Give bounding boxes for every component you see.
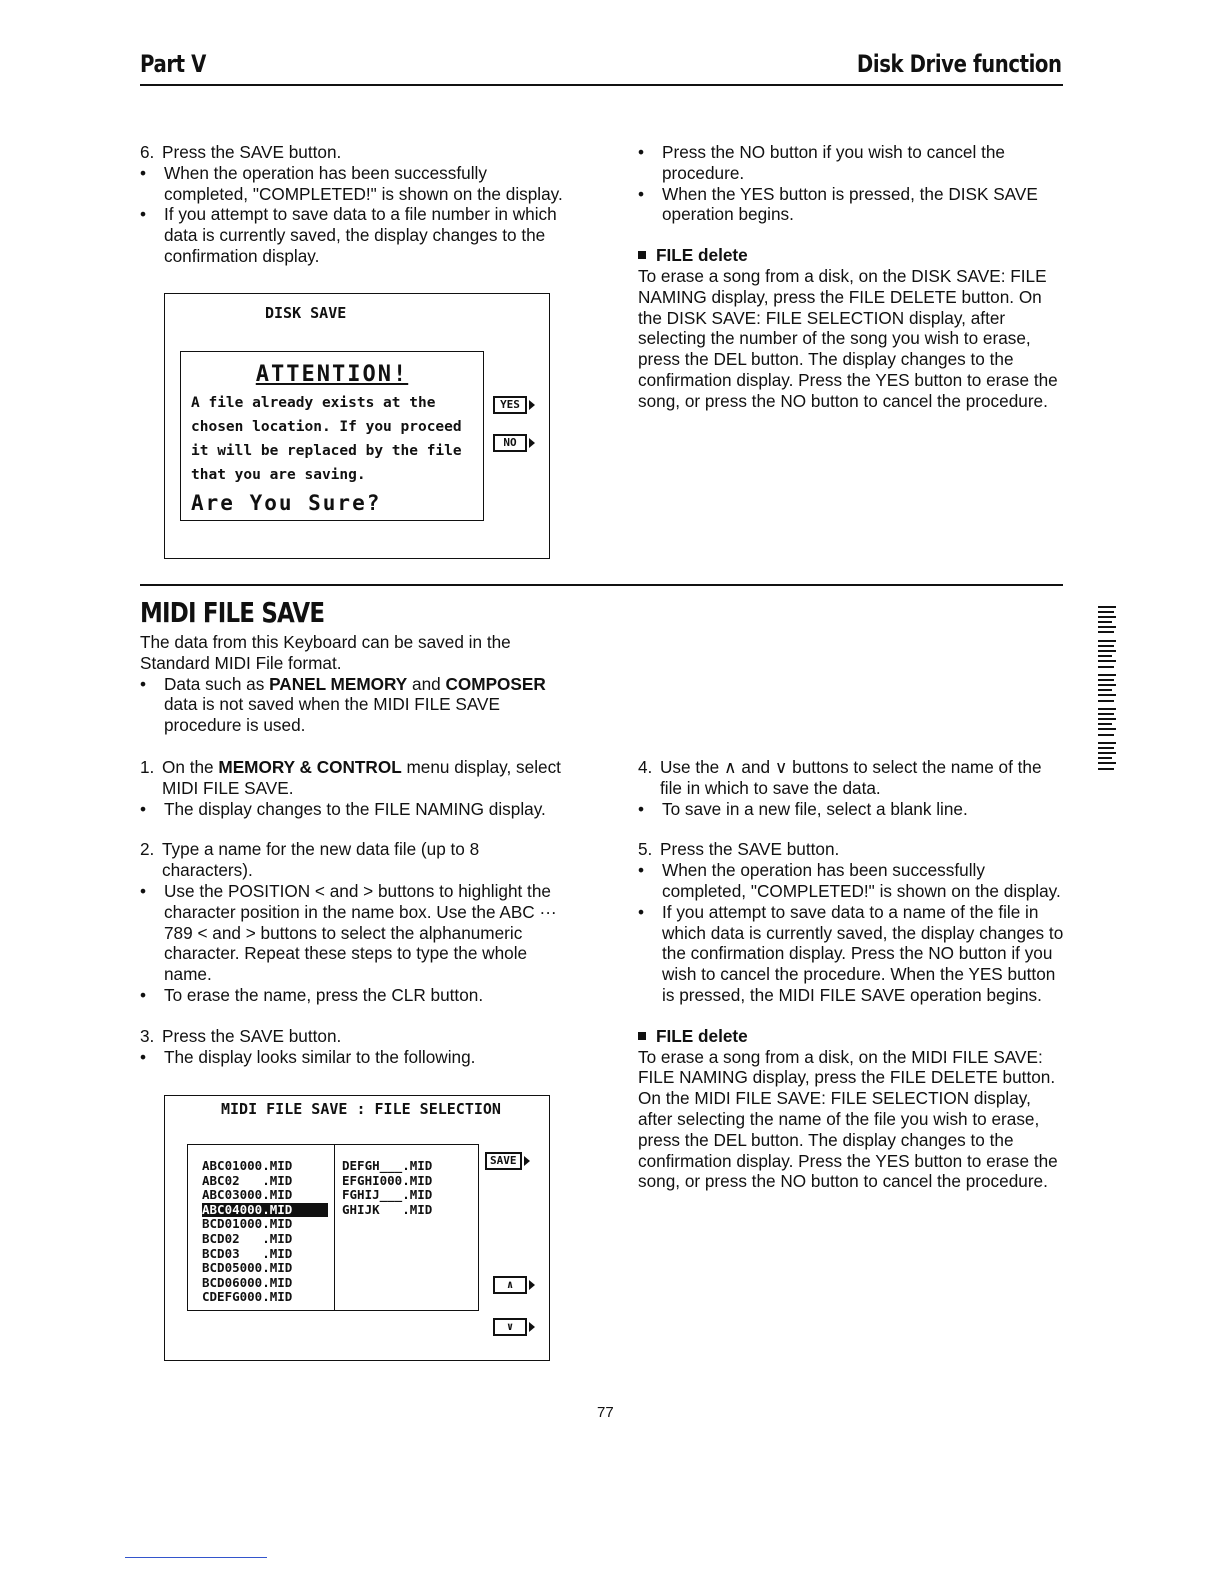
list-item: • When the operation has been successfully completed, "COMPLETED!" is shown on the display. (638, 860, 1061, 901)
arrow-right-icon (529, 1322, 535, 1332)
list-item[interactable]: ABC01000.MID (202, 1158, 293, 1173)
display-title: DISK SAVE (265, 304, 347, 322)
arrow-right-icon (529, 1280, 535, 1290)
no-button[interactable]: NO (493, 434, 535, 452)
list-item: • To save in a new file, select a blank line. (638, 798, 968, 819)
top-left-column (140, 142, 570, 267)
list-item[interactable]: BCD01000.MID (202, 1216, 293, 1232)
yes-button[interactable]: YES (493, 396, 535, 414)
attention-dialog (180, 351, 484, 521)
attention-message: A file already exists at the chosen location. If you proceed it will be replaced by the file that you are saving. (191, 395, 462, 483)
file-list (187, 1144, 479, 1311)
list-item[interactable]: BCD06000.MID (202, 1274, 293, 1290)
step-3: 3. Press the SAVE button. (140, 1025, 342, 1046)
square-bullet-icon (638, 1032, 646, 1040)
chevron-down-icon: ∨ (493, 1318, 527, 1336)
chevron-up-icon: ∧ (493, 1276, 527, 1294)
attention-heading: ATTENTION! (255, 362, 409, 387)
top-right-column (638, 142, 1064, 412)
file-delete-heading: FILE delete (638, 245, 1064, 266)
list-item[interactable]: GHIJK .MID (342, 1201, 433, 1217)
file-delete-text: To erase a song from a disk, on the DISK SAVE: FILE NAMING display, press the FILE DELETE button. On the DISK SAVE: FILE SELECTION display, after selecting the number of the song you wish to erase, press the DEL button. The display changes to the confirmation display. Press the YES button to erase the song, or press the NO button to cancel the procedure. (638, 265, 1058, 411)
list-item: • The display looks similar to the following. (140, 1046, 476, 1067)
step-6: 6. Press the SAVE button. (140, 142, 342, 162)
arrow-right-icon (529, 400, 535, 410)
list-item[interactable]: BCD03 .MID (202, 1245, 293, 1261)
section-rule (140, 584, 1063, 586)
square-bullet-icon (638, 251, 646, 259)
disk-save-display (164, 293, 550, 559)
list-item: • Data such as PANEL MEMORY and COMPOSER data is not saved when the MIDI FILE SAVE procedure is used. (140, 673, 546, 736)
header-section: Disk Drive function (857, 50, 1062, 78)
page-number: 77 (597, 1404, 614, 1421)
list-item: • The display changes to the FILE NAMING display. (140, 798, 546, 819)
display-title: MIDI FILE SAVE : FILE SELECTION (221, 1100, 501, 1118)
edge-index-marks (1098, 606, 1122, 776)
arrow-right-icon (524, 1156, 530, 1166)
step-5: 5. Press the SAVE button. (638, 839, 840, 860)
midi-file-selection-display (164, 1095, 550, 1361)
list-item[interactable]: ABC02 .MID (202, 1172, 293, 1188)
list-item: • When the operation has been successfully completed, "COMPLETED!" is shown on the display. (140, 162, 563, 204)
list-item: • If you attempt to save data to a file number in which data is currently saved, the display changes to the confirmation display. (140, 204, 557, 266)
step-4: 4. Use the ∧ and ∨ buttons to select the name of the file in which to save the data. (638, 757, 1042, 798)
file-delete-heading: FILE delete (638, 1026, 1064, 1047)
header-rule (140, 84, 1063, 86)
list-item[interactable]: DEFGH___.MID (342, 1158, 433, 1173)
midi-steps-right (638, 757, 1064, 1192)
list-item: • Press the NO button if you wish to cancel the procedure. (638, 142, 1005, 183)
footer-line (125, 1557, 267, 1558)
header-part: Part V (140, 50, 206, 78)
list-item: • To erase the name, press the CLR button. (140, 984, 484, 1005)
file-list-column-2 (342, 1145, 468, 1310)
are-you-sure-text: Are You Sure? (191, 491, 382, 515)
list-item[interactable]: ABC03000.MID (202, 1187, 293, 1203)
step-2: 2. Type a name for the new data file (up to 8 characters). (140, 839, 480, 881)
section-title: MIDI FILE SAVE (140, 596, 325, 629)
up-button[interactable] (493, 1276, 535, 1294)
list-item[interactable]: EFGHI000.MID (342, 1172, 433, 1188)
list-item[interactable]: CDEFG000.MID (202, 1289, 293, 1305)
midi-steps-left (140, 757, 570, 1067)
arrow-right-icon (529, 438, 535, 448)
list-item-selected[interactable]: ABC04000.MID (202, 1203, 328, 1218)
step-1: 1. On the MEMORY & CONTROL menu display, select MIDI FILE SAVE. (140, 757, 561, 798)
list-item: • When the YES button is pressed, the DISK SAVE operation begins. (638, 183, 1038, 225)
list-item[interactable]: BCD02 .MID (202, 1230, 293, 1246)
down-button[interactable] (493, 1318, 535, 1336)
file-list-column-1 (202, 1145, 335, 1310)
list-item: • If you attempt to save data to a name of the file in which data is currently saved, the display changes to the confirmation display. Press the NO button if you wish to cancel the procedure. When the YES button is pressed, the MIDI FILE SAVE operation begins. (638, 901, 1064, 1005)
list-item[interactable]: BCD05000.MID (202, 1260, 293, 1276)
save-button[interactable]: SAVE (485, 1152, 530, 1170)
list-item[interactable]: FGHIJ___.MID (342, 1187, 433, 1203)
file-delete-text: To erase a song from a disk, on the MIDI FILE SAVE: FILE NAMING display, press the FILE DELETE button. On the MIDI FILE SAVE: FILE SELECTION display, after selecting the name of the file you wish to erase, press the DEL button. The display changes to the confirmation display. Press the YES button to erase the song, or press the NO button to cancel the procedure. (638, 1046, 1058, 1192)
midi-intro: The data from this Keyboard can be saved in the Standard MIDI File format. • Data such as PANEL MEMORY and COMPOSER data is not saved when the MIDI FILE SAVE procedure is used. (140, 632, 570, 736)
list-item: • Use the POSITION < and > buttons to highlight the character position in the name box. Use the ABC ··· 789 < and > buttons to select the alphanumeric character. Repeat these steps to type the whole name. (140, 880, 557, 985)
